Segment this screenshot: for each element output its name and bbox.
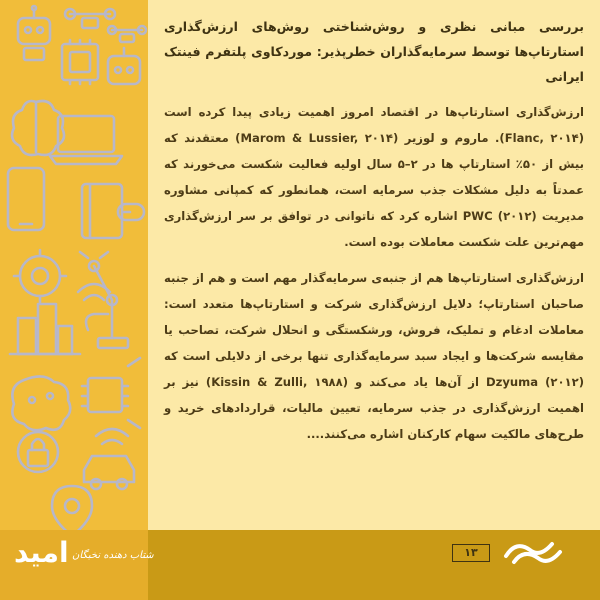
drone-icon	[65, 9, 115, 28]
wifi-hand-icon	[78, 284, 110, 330]
article-title: بررسی مبانی نظری و روش‌شناختی روش‌های ارزش‌گذاری استارتاپ‌ها توسط سرمایه‌گذاران خطرپذیر: موردکاوی پلتفرم فینتک ایرانی	[164, 19, 584, 84]
location-pin-icon	[52, 486, 92, 530]
brand-slogan: شتاب دهنده نخبگان	[72, 550, 154, 561]
chip-icon	[82, 358, 140, 428]
brain-icon	[12, 101, 64, 155]
gear-icon	[14, 250, 66, 302]
city-icon	[10, 304, 80, 354]
car-icon	[84, 429, 134, 489]
brand-name: امید	[14, 536, 69, 569]
smartphone-icon	[8, 168, 44, 230]
decorative-icon-strip	[0, 0, 148, 530]
article-paragraph: ارزش‌گذاری استارتاپ‌ها هم از جنبه‌ی سرمایه‌گذار مهم است و هم از جنبه صاحبان استارتاپ؛ دلایل ارزش‌گذاری شرکت و استارتاپ‌ها متعدد است: معاملات ادغام و تملیک، فروش، ورشکستگی و انحلال شرکت، تصاحب یا مقایسه شرکت‌ها و ایجاد سبد سرمایه‌گذاری تنها برخی از دلایلی است که Dzyuma (۲۰۱۲) از آن‌ها یاد می‌کند و (Kissin & Zulli, ۱۹۸۸) نیز بر اهمیت ارزش‌گذاری در جذب سرمایه، تعیین مالیات، قراردادهای خرید و طرح‌های مالکیت سهام کارکنان اشاره می‌کنند....	[164, 271, 584, 441]
ai-chip-icon	[62, 40, 98, 84]
robot-head-icon	[108, 48, 140, 84]
laptop-icon	[50, 116, 122, 164]
article-panel	[148, 0, 600, 530]
brain-circuit-icon	[12, 376, 70, 430]
article-paragraph: ارزش‌گذاری استارتاپ‌ها در اقتصاد امروز اهمیت زیادی پیدا کرده است (Flanc, ۲۰۱۴). ماروم و لوزیر (Marom & Lussier, ۲۰۱۴) معتقدند که بیش از ۵۰٪ استارتاپ ها در ۲–۵ سال اولیه فعالیت شکست می‌خورند که عمدتاً به دلیل مشکلات جذب سرمایه است، همانطور که کمپانی مشاوره مدیریت PWC (۲۰۱۲) اشاره کرد که ناتوانی در توافق بر سر ارزش‌گذاری مهم‌ترین علت شکست معاملات بوده است.	[164, 105, 584, 249]
logo-mark-icon	[500, 536, 570, 566]
gamepad-icon	[82, 184, 144, 238]
page-number: ۱۳	[452, 544, 490, 562]
robot-icon	[18, 6, 50, 60]
padlock-icon	[18, 432, 58, 472]
drone-icon	[108, 26, 146, 42]
